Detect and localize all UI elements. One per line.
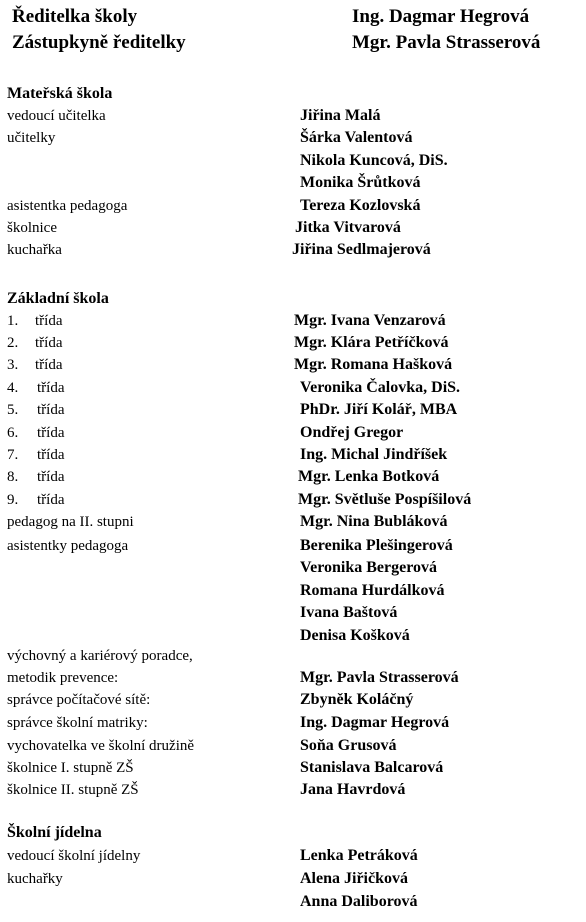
class-label: třída — [37, 402, 65, 418]
person-name: Veronika Bergerová — [300, 559, 438, 576]
person-name: Jana Havrdová — [300, 781, 406, 798]
role-label: školnice II. stupně ZŠ — [7, 782, 139, 798]
header-left-1: Ředitelka školy — [12, 6, 138, 27]
person-name: Stanislava Balcarová — [300, 759, 444, 776]
class-label: třída — [37, 492, 65, 508]
role-label: kuchařky — [7, 871, 63, 887]
role-label: výchovný a kariérový poradce, — [7, 648, 193, 664]
role-label: pedagog na II. stupni — [7, 514, 134, 530]
section-title-zs: Základní škola — [7, 290, 109, 307]
class-teacher: PhDr. Jiří Kolář, MBA — [300, 401, 458, 418]
class-label: třída — [37, 425, 65, 441]
role-label: správce počítačové sítě: — [7, 692, 151, 708]
class-teacher: Mgr. Ivana Venzarová — [294, 312, 446, 329]
header-right-1: Ing. Dagmar Hegrová — [352, 6, 530, 27]
class-number: 5. — [7, 402, 19, 418]
class-number: 7. — [7, 447, 19, 463]
person-name: Soňa Grusová — [300, 737, 397, 754]
class-label: třída — [35, 313, 63, 329]
class-number: 8. — [7, 469, 19, 485]
person-name: Mgr. Pavla Strasserová — [300, 669, 459, 686]
class-label: třída — [35, 357, 63, 373]
person-name: Jiřina Sedlmajerová — [292, 241, 431, 258]
class-teacher: Mgr. Romana Hašková — [294, 356, 453, 373]
class-teacher: Mgr. Světluše Pospíšilová — [298, 491, 472, 508]
person-name: Tereza Kozlovská — [300, 197, 421, 214]
person-name: Monika Šrůtková — [300, 174, 421, 191]
role-label: kuchařka — [7, 242, 62, 258]
role-label: správce školní matriky: — [7, 715, 148, 731]
person-name: Ing. Dagmar Hegrová — [300, 714, 450, 731]
class-label: třída — [37, 469, 65, 485]
class-label: třída — [35, 335, 63, 351]
role-label: školnice I. stupně ZŠ — [7, 760, 134, 776]
class-number: 2. — [7, 335, 19, 351]
class-number: 3. — [7, 357, 19, 373]
class-number: 4. — [7, 380, 19, 396]
class-teacher: Ondřej Gregor — [300, 424, 404, 441]
person-name: Berenika Plešingerová — [300, 537, 453, 554]
role-label: vedoucí školní jídelny — [7, 848, 141, 864]
class-number: 1. — [7, 313, 19, 329]
role-label: asistentky pedagoga — [7, 538, 129, 554]
person-name: Denisa Košková — [300, 627, 410, 644]
person-name: Lenka Petráková — [300, 847, 418, 864]
class-teacher: Ing. Michal Jindříšek — [300, 446, 448, 463]
header-right-2: Mgr. Pavla Strasserová — [352, 32, 541, 53]
class-number: 6. — [7, 425, 19, 441]
class-teacher: Mgr. Lenka Botková — [298, 468, 440, 485]
person-name: Anna Daliborová — [300, 893, 418, 910]
role-label: vedoucí učitelka — [7, 108, 106, 124]
person-name: Nikola Kuncová, DiS. — [300, 152, 448, 169]
person-name: Jiřina Malá — [300, 107, 381, 124]
section-title-sj: Školní jídelna — [7, 824, 102, 841]
role-label: vychovatelka ve školní družině — [7, 738, 195, 754]
class-teacher: Mgr. Klára Petříčková — [294, 334, 449, 351]
person-name: Jitka Vitvarová — [295, 219, 401, 236]
class-teacher: Veronika Čalovka, DiS. — [300, 379, 461, 396]
role-label: metodik prevence: — [7, 670, 119, 686]
role-label: školnice — [7, 220, 57, 236]
class-number: 9. — [7, 492, 19, 508]
person-name: Ivana Baštová — [300, 604, 398, 621]
person-name: Romana Hurdálková — [300, 582, 445, 599]
class-label: třída — [37, 380, 65, 396]
role-label: učitelky — [7, 130, 56, 146]
section-title-ms: Mateřská škola — [7, 85, 113, 102]
person-name: Zbyněk Koláčný — [300, 691, 414, 708]
header-left-2: Zástupkyně ředitelky — [12, 32, 186, 53]
role-label: asistentka pedagoga — [7, 198, 128, 214]
class-label: třída — [37, 447, 65, 463]
person-name: Šárka Valentová — [300, 129, 413, 146]
person-name: Mgr. Nina Bubláková — [300, 513, 448, 530]
person-name: Alena Jiřičková — [300, 870, 408, 887]
